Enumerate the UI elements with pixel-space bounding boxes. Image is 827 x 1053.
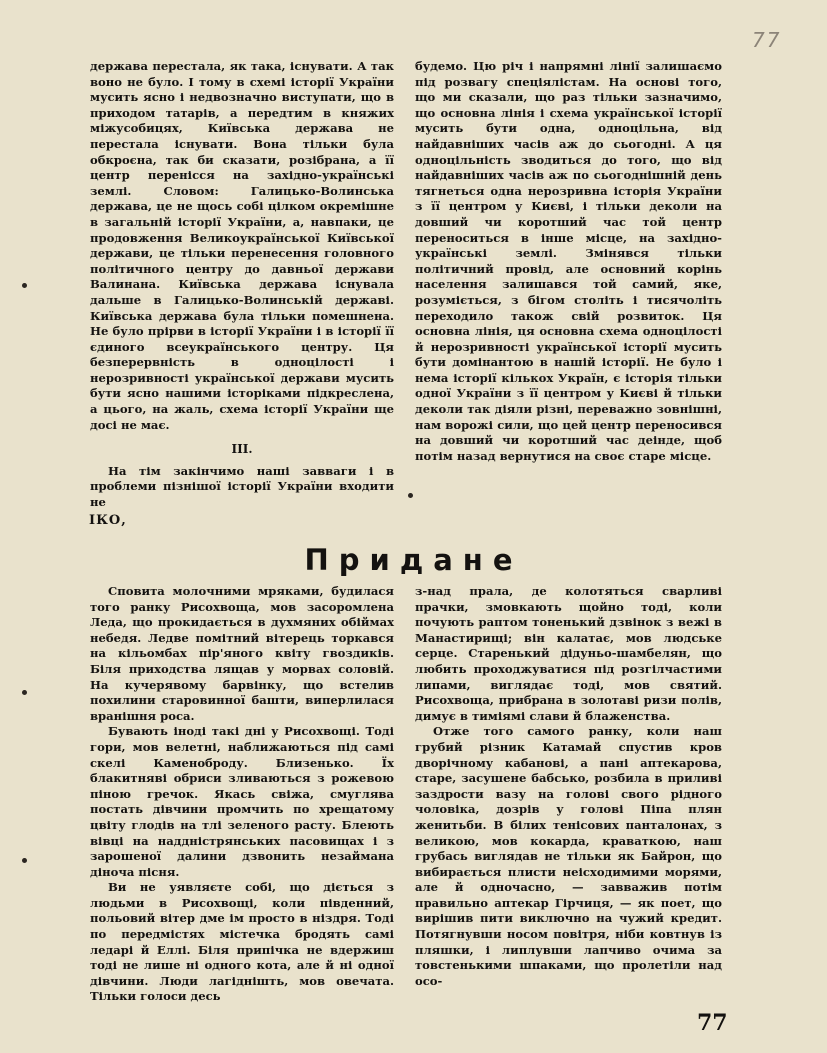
article-column-left (90, 59, 394, 511)
story-paragraph: Ви не уявляєте собі, що діється з людьми в Рисохвощі, коли південний, польовий вітер дме ім просто в ніздря. Тоді по передмістях містечка бродять самі ледарі й Еллі. Біля припічка не вдержиш тоді не лише ні одного кота, але й ні одної дівчини. Люди лагіднішть, мов овечата. Тільки голоси десь (90, 880, 394, 1004)
page-number: 77 (697, 1010, 728, 1036)
article-paragraph: будемо. Цю річ і напрямні лінії залишаємо під розвагу спеціялістам. На основі того, що ми сказали, що раз тільки зазначимо, що основна лінія і схема української історії мусить бути одна, одноцільна, від найдавніших часів аж до сьогодні. А ця одноцільність зводиться до того, що від найдавніших часів аж по сьогоднішній день тягнеться одна нерозривна історія України з її центром у Києві, і тільки деколи на довший чи коротший час той центр переноситься в інше місце, на західно-українські землі. Змінявся тільки політичний провід, але основний корінь населення залишався той самий, яке, розуміється, з бігом століть і тисячоліть переходило також свій розвиток. Ця основна лінія, ця основна схема одноцілості й нерозривності української історії мусить бути домінантою в нашій історії. Не було і нема історії кількох Україн, є історія тільки одної України з її центром у Києві й тільки деколи так діяли різні, переважно зовнішні, нам ворожі сили, що цей центр переносився на довший чи коротший час деінде, щоб потім назад вернутися на своє старе місце. (415, 59, 722, 463)
punch-hole-mark (22, 283, 27, 288)
section-number: III. (231, 442, 253, 457)
story-column-right (415, 584, 722, 989)
story-paragraph: Сповита молочними мряками, будилася того ранку Рисохвоща, мов засоромлена Леда, що прокидається в духмяних обіймах небедя. Ледве помітний вітерець торкався на кільомбах пір'яного квіту гвоздиків. Біля приходства лящав у морвах соловій. На кучерявому барвінку, що встелив похилини старовинної башти, виперлилася вранішня роса. (90, 584, 394, 723)
handwritten-page-note: 77 (752, 28, 782, 52)
story-paragraph: Бувають іноді такі дні у Рисохвощі. Тоді гори, мов велетні, наближаються під самі скелі Каменоброду. Близенько. Їх блакитняві обриси зливаються з рожевою піною гречок. Якась свіжа, смуглява постать дівчини промчить по хрещатому цвіту глодів на тлі зеленого расту. Блеють вівці на наддністрянських пасовищах і з зарошеної далини дзвонить незаймана діноча пісня. (90, 724, 394, 879)
punch-hole-mark (22, 858, 27, 863)
story-column-left (90, 584, 394, 1005)
article-paragraph: На тім закінчимо наші завваги і в проблеми пізнішої історії України входити не (90, 463, 394, 510)
story-author: ІКО, (89, 513, 127, 528)
punch-hole-mark (22, 690, 27, 695)
article-column-right (415, 59, 722, 464)
article-paragraph: держава перестала, як така, існувати. А так воно не було. І тому в схемі історії України мусить ясно і недвозначно виступати, що в приходом татарів, а передтим в княжих міжусобицях, Київська держава не перестала існувати. Вона тільки була обкроєна, так би сказати, розібрана, а її центр перенісся на західно-українські землі. Словом: Галицько-Волинська держава, це не щось собі цілком окремішне в загальній історії України, а, навпаки, це продовження Великоукраїнської Київської держави, це тільки перенесення головного політичного центру до давньої держави Валинана. Київська держава існувала дальше в Галицько-Волинській державі. Київська держава була тільки помешнена. Не було прірви в історії України і в історії її єдиного всеукраїнського центру. Ця безперервність в одноцілості і нерозривності української держави мусить бути ясно нашими історіками підкреслена, а цього, на жаль, схема історії України ще досі не має. (90, 59, 394, 432)
story-paragraph: Отже того самого ранку, коли наш грубий різник Катамай спустив кров дворічному кабанові, а пані аптекарова, старе, засушене бабсько, розбила в приливі заздрости вазу на голові свого рідного чоловіка, дозрів у голові Піпа плян женитьби. В білих тенісових панталонах, з великою, мов кокарда, краваткою, наш грубась виглядав не тільки як Байрон, що вибирається плисти неісходимими морями, але й одночасно, — завважив потім правильно аптекар Гірчиця, — як поет, що вирішив пити виключно на чужий кредит. Потягнувши носом повітря, ніби ковтнув із пляшки, і липлувши лапчиво очима за товстенькими шпаками, що пролетіли над осо- (415, 724, 722, 988)
story-paragraph: з-над прала, де колотяться сварливі прачки, змовкають щойно тоді, коли почують раптом тоненький дзвінок з вежі в Манастирищі; він калатає, мов людське серце. Старенький дідуньо-шамбелян, що любить проходжуватися під розгілчастими липами, виглядає тоді, мов святий. Рисохвоща, прибрана в золотаві ризи полів, димує в тиміямі слави й блаженства. (415, 584, 722, 723)
story-title: Придане (304, 543, 523, 577)
punch-hole-mark (408, 493, 413, 498)
